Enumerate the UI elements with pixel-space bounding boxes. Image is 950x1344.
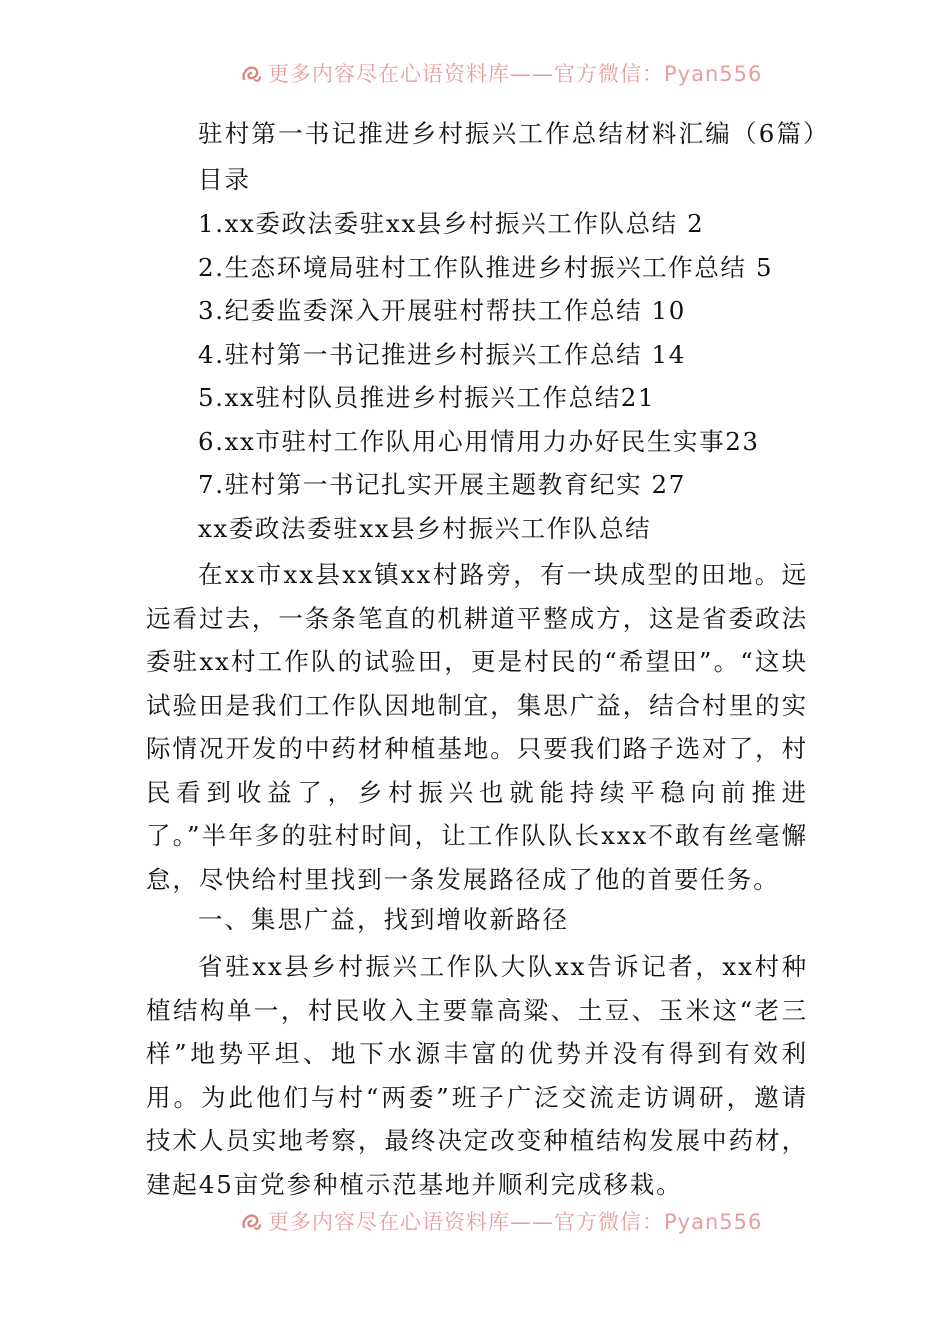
watermark-text: 更多内容尽在心语资料库——官方微信：Pyan556 [268,1210,763,1234]
body-paragraph: 在xx市xx县xx镇xx村路旁，有一块成型的田地。远远看过去，一条条笔直的机耕道平整成方，这是省委政法委驻xx村工作队的试验田，更是村民的“希望田”。“这块试验田是我们工作队因地制宜，集思广益，结合村里的实际情况开发的中药材种植基地。只要我们路子选对了，村民看到收益了，乡村振兴也就能持续平稳向前推进了。”半年多的驻村时间，让工作队队长xxx不敢有丝毫懈怠，尽快给村里找到一条发展路径成了他的首要任务。 [146,560,808,894]
toc-item: 4.驻村第一书记推进乡村振兴工作总结 14 [198,340,686,369]
header-watermark [0,52,950,92]
body-paragraph: 省驻xx县乡村振兴工作队大队xx告诉记者，xx村种植结构单一，村民收入主要靠高粱、土豆、玉米这“老三样”地势平坦、地下水源丰富的优势并没有得到有效利用。为此他们与村“两委”班子广泛交流走访调研，邀请技术人员实地考察，最终决定改变种植结构发展中药材，建起45亩党参种植示范基地并顺利完成移栽。 [146,952,808,1199]
section-heading: 一、集思广益，找到增收新路径 [198,905,569,934]
watermark-text: 更多内容尽在心语资料库——官方微信：Pyan556 [268,62,763,86]
article-title: xx委政法委驻xx县乡村振兴工作队总结 [198,514,652,543]
toc-item: 7.驻村第一书记扎实开展主题教育纪实 27 [198,470,686,499]
swirl-logo-icon [240,1211,262,1233]
toc-item: 2.生态环境局驻村工作队推进乡村振兴工作总结 5 [198,253,774,282]
toc-heading: 目录 [198,165,251,194]
footer-watermark [0,1200,950,1240]
toc-item: 5.xx驻村队员推进乡村振兴工作总结21 [198,383,656,412]
toc-item: 1.xx委政法委驻xx县乡村振兴工作队总结 2 [198,209,705,238]
document-title: 驻村第一书记推进乡村振兴工作总结材料汇编（6篇） [198,119,830,148]
toc-item: 3.纪委监委深入开展驻村帮扶工作总结 10 [198,296,686,325]
swirl-logo-icon [240,63,262,85]
toc-item: 6.xx市驻村工作队用心用情用力办好民生实事23 [198,427,760,456]
